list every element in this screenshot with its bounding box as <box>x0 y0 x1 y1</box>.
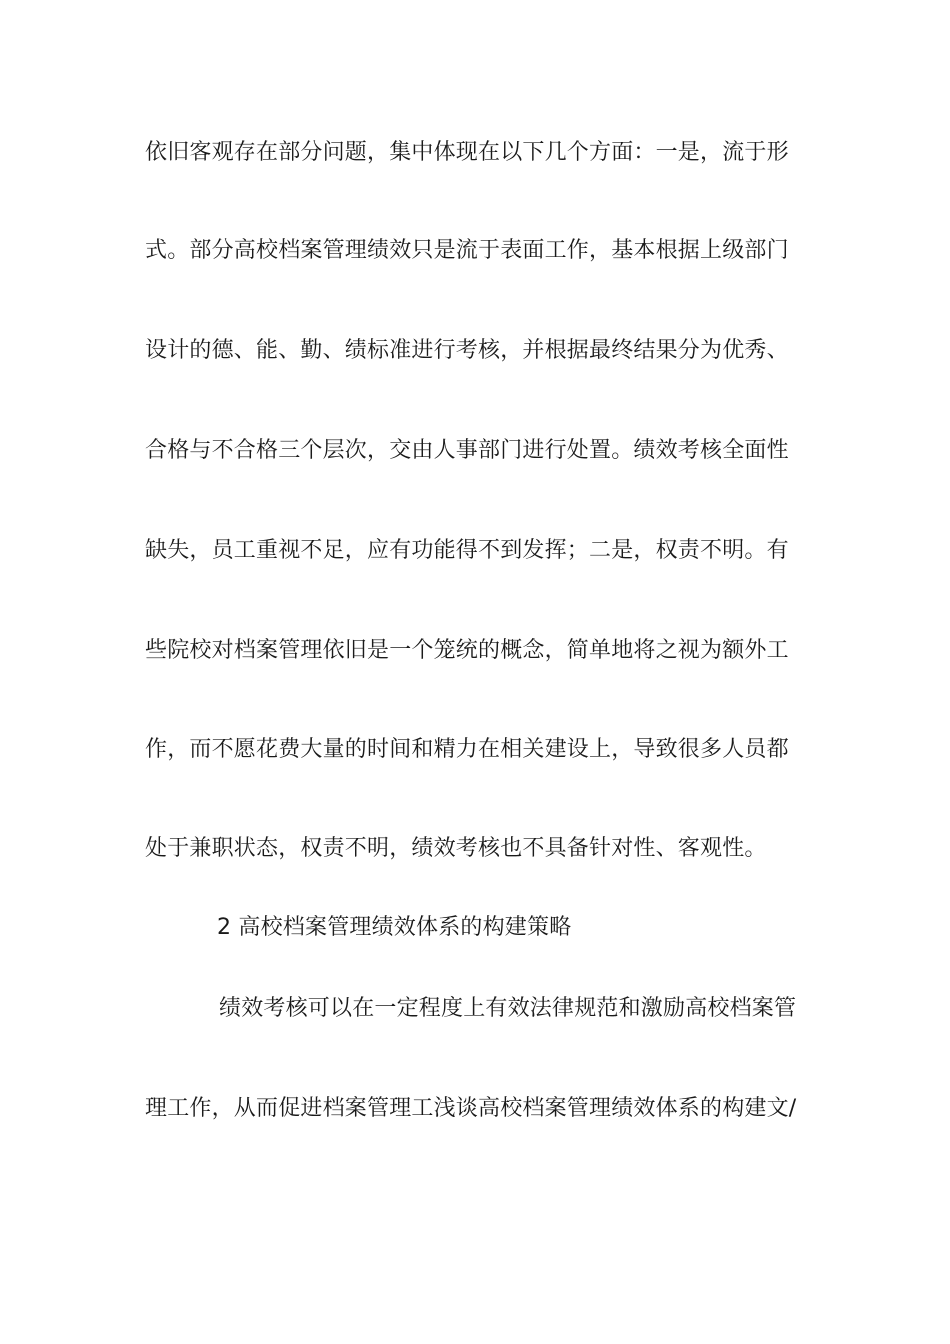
paragraph2-line-2: 理工作，从而促进档案管理工浅谈高校档案管理绩效体系的构建文/ <box>145 1096 797 1121</box>
paragraph-line-7: 作，而不愿花费大量的时间和精力在相关建设上，导致很多人员都 <box>145 737 789 762</box>
paragraph-line-2: 式。部分高校档案管理绩效只是流于表面工作，基本根据上级部门 <box>145 238 789 263</box>
paragraph-line-1: 依旧客观存在部分问题，集中体现在以下几个方面：一是，流于形 <box>145 140 789 165</box>
paragraph-line-4: 合格与不合格三个层次，交由人事部门进行处置。绩效考核全面性 <box>145 438 789 463</box>
paragraph2-line-1: 绩效考核可以在一定程度上有效法律规范和激励高校档案管 <box>219 996 797 1021</box>
paragraph-line-5: 缺失，员工重视不足，应有功能得不到发挥；二是，权责不明。有 <box>145 538 789 563</box>
paragraph-line-3: 设计的德、能、勤、绩标准进行考核，并根据最终结果分为优秀、 <box>145 338 789 363</box>
paragraph-line-8: 处于兼职状态，权责不明，绩效考核也不具备针对性、客观性。 <box>145 836 767 861</box>
paragraph-line-6: 些院校对档案管理依旧是一个笼统的概念，简单地将之视为额外工 <box>145 638 789 663</box>
section-heading: 2 高校档案管理绩效体系的构建策略 <box>217 915 572 940</box>
